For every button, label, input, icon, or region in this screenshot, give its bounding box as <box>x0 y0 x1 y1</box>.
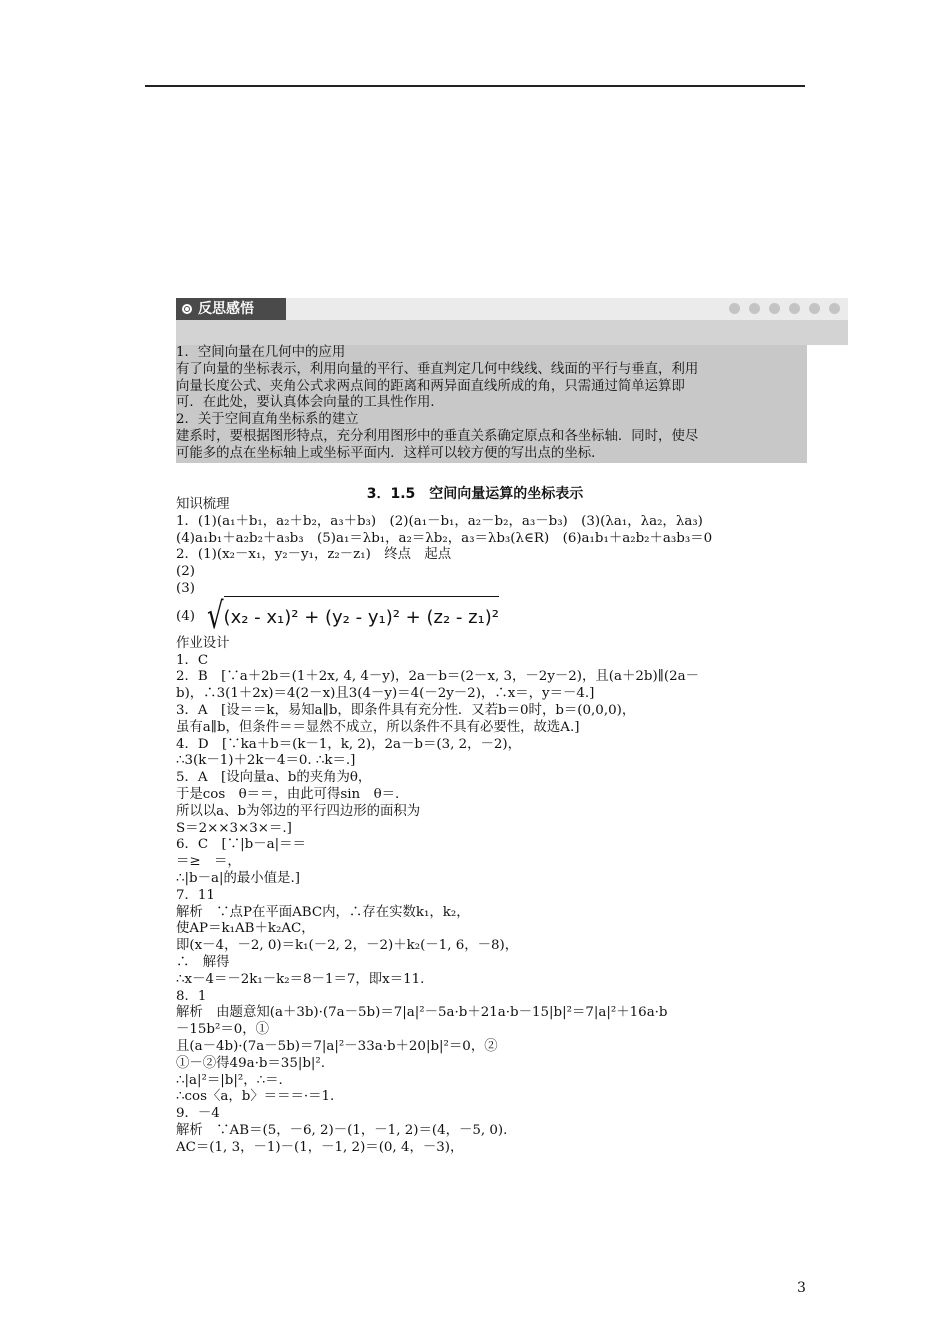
answer-line: (4)a₁b₁＋a₂b₂＋a₃b₃ (5)a₁＝λb₁，a₂＝λb₂，a₃＝λb₃(λ∈R) (6)a₁b₁＋a₂b₂＋a₃b₃＝0 <box>176 530 713 546</box>
banner-title: 反思感悟 <box>198 301 254 317</box>
reflection-line: 向量长度公式、夹角公式求两点间的距离和两异面直线所成的角，只需通过简单运算即 <box>176 378 685 394</box>
answer-line: 即(x－4，－2, 0)＝k₁(－2, 2，－2)＋k₂(－1, 6，－8)， <box>176 938 519 954</box>
answer-line: 2．(1)(x₂－x₁，y₂－y₁，z₂－z₁) 终点 起点 <box>176 547 452 563</box>
reflection-line: 有了向量的坐标表示，利用向量的平行、垂直判定几何中线线、线面的平行与垂直，利用 <box>176 361 699 377</box>
reflection-box <box>176 345 807 463</box>
answer-line: b)，∴3(1＋2x)＝4(2－x)且3(4－y)＝4(－2y－2)，∴x＝，y＝－4.] <box>176 686 595 702</box>
answer-line: 1．C <box>176 652 209 668</box>
answer-line: 知识梳理 <box>176 497 230 512</box>
answer-line: AC＝(1, 3，－1)－(1，－1, 2)＝(0, 4，－3)， <box>176 1139 464 1155</box>
reflection-line: 2．关于空间直角坐标系的建立 <box>176 412 359 428</box>
dot-icon <box>749 303 760 314</box>
answer-line: 使AP＝k₁AB＋k₂AC， <box>176 921 315 937</box>
answer-line: S＝2××3×3×＝.] <box>176 820 292 836</box>
dot-icon <box>729 303 740 314</box>
answer-line: ∴|b－a|的最小值是.] <box>176 870 300 886</box>
answer-line: ∴|a|²＝|b|²，∴＝. <box>176 1072 283 1088</box>
distance-formula-line <box>176 595 816 638</box>
answer-line: (2) <box>176 564 195 580</box>
answer-line: 且(a－4b)·(7a－5b)＝7|a|²－33a·b＋20|b|²＝0，② <box>176 1038 498 1054</box>
dot-icon <box>809 303 820 314</box>
banner-tab <box>176 298 286 320</box>
sqrt-formula <box>207 596 499 637</box>
reflection-line: 可能多的点在坐标轴上或坐标平面内．这样可以较方便的写出点的坐标． <box>176 445 605 461</box>
answer-line: 4．D [∵ka＋b＝(k－1，k, 2)，2a－b＝(3, 2，－2)， <box>176 736 522 752</box>
answer-content <box>176 497 816 1156</box>
answer-line: (3) <box>176 580 195 596</box>
reflection-line: 可．在此处，要认真体会向量的工具性作用． <box>176 395 444 411</box>
answer-line: ①－②得49a·b＝35|b|². <box>176 1055 326 1071</box>
answer-line: 于是cos θ＝＝，由此可得sin θ＝. <box>176 786 400 802</box>
dot-icon <box>789 303 800 314</box>
radical-sign-icon: √ <box>206 595 224 638</box>
answer-line: 9．－4 <box>176 1106 220 1122</box>
answer-line: 3．A [设＝＝k，易知a∥b，即条件具有充分性．又若b＝0时，b＝(0,0,0)， <box>176 702 636 718</box>
reflection-line: 1．空间向量在几何中的应用 <box>176 345 346 360</box>
dot-icon <box>829 303 840 314</box>
banner-dots-decoration <box>729 303 840 314</box>
header-rule <box>145 85 805 87</box>
answer-line: 5．A [设向量a、b的夹角为θ， <box>176 770 372 786</box>
formula-expression: (x₂ - x₁)² + (y₂ - y₁)² + (z₂ - z₁)² <box>224 596 499 637</box>
answer-line: 解析 ∵AB＝(5，－6, 2)－(1，－1, 2)＝(4，－5, 0). <box>176 1122 508 1138</box>
reflection-line: 建系时，要根据图形特点，充分利用图形中的垂直关系确定原点和各坐标轴．同时，使尽 <box>176 428 699 444</box>
answer-line: －15b²＝0，① <box>176 1022 270 1038</box>
answer-line: ∴ 解得 <box>176 954 230 970</box>
answer-line: 解析 ∵点P在平面ABC内，∴存在实数k₁，k₂， <box>176 904 470 920</box>
answer-line: ∴3(k－1)＋2k－4＝0. ∴k＝.] <box>176 753 356 769</box>
answer-line: 6．C [∵|b－a|＝＝ <box>176 837 306 853</box>
answer-line: 所以以a、b为邻边的平行四边形的面积为 <box>176 803 421 819</box>
answer-line: 2．B [∵a＋2b＝(1＋2x, 4, 4－y)，2a－b＝(2－x, 3，－2y－2)，且(a＋2b)∥(2a－ <box>176 669 700 685</box>
section-title: 3．1.5 空间向量运算的坐标表示 <box>366 486 584 502</box>
reflection-banner <box>176 298 848 345</box>
answer-line: 1．(1)(a₁＋b₁，a₂＋b₂，a₃＋b₃) (2)(a₁－b₁，a₂－b₂，a₃－b₃) (3)(λa₁，λa₂，λa₃) <box>176 513 703 529</box>
answer-line: 8．1 <box>176 988 207 1004</box>
circle-bullet-icon <box>182 304 192 314</box>
page-number: 3 <box>797 1280 806 1296</box>
answer-line: 解析 由题意知(a＋3b)·(7a－5b)＝7|a|²－5a·b＋21a·b－15|b|²＝7|a|²＋16a·b <box>176 1005 668 1021</box>
answer-line: ∴x－4＝－2k₁－k₂＝8－1＝7，即x＝11. <box>176 971 425 987</box>
dot-icon <box>769 303 780 314</box>
answer-line: 虽有a∥b，但条件＝＝显然不成立，所以条件不具有必要性，故选A.] <box>176 719 580 735</box>
formula-label: (4) <box>176 608 195 624</box>
answer-line: 7．11 <box>176 887 215 903</box>
answer-line: 作业设计 <box>176 635 230 651</box>
answer-line: ∴cos〈a，b〉＝＝＝·＝1. <box>176 1089 335 1105</box>
answer-line: ＝≥ ＝， <box>176 854 241 870</box>
